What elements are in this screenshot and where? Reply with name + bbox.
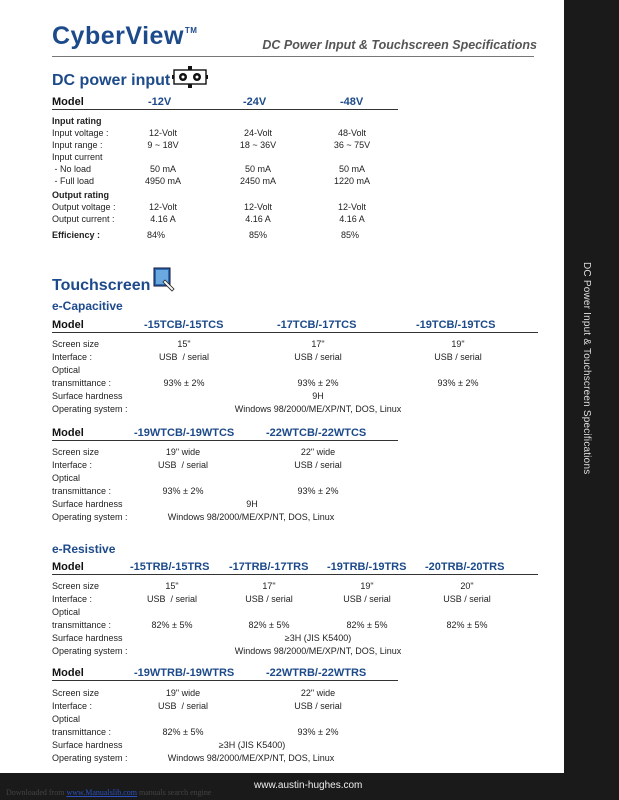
cap1-model-15: -15TCB/-15TCS bbox=[144, 319, 224, 331]
cap2-transmittance-22w: 93% ± 2% bbox=[297, 486, 339, 496]
cap2-screen-22w: 22" wide bbox=[300, 447, 336, 457]
input-voltage-label: Input voltage : bbox=[52, 128, 109, 138]
res2-transmittance-label: transmittance : bbox=[52, 727, 112, 737]
cap1-os-label: Operating system : bbox=[52, 404, 128, 414]
output-current-12v: 4.16 A bbox=[150, 214, 176, 224]
output-rating-label: Output rating bbox=[52, 190, 109, 200]
cap2-model-19w: -19WTCB/-19WTCS bbox=[134, 427, 235, 439]
res2-model-22w: -22WTRB/-22WTRS bbox=[266, 667, 367, 679]
cap2-transmittance-19w: 93% ± 2% bbox=[162, 486, 204, 496]
dc-model-48v: -48V bbox=[340, 96, 364, 108]
logo-cyber: Cyber bbox=[52, 22, 126, 50]
manualslib-link[interactable]: www.Manualslib.com bbox=[66, 788, 138, 797]
cap2-screen-label: Screen size bbox=[52, 447, 100, 457]
res1-interface-label: Interface : bbox=[52, 594, 93, 604]
full-load-48v: 1220 mA bbox=[333, 176, 371, 186]
input-range-24v: 18 ~ 36V bbox=[239, 140, 277, 150]
sidebar-title: DC Power Input & Touchscreen Specifications bbox=[581, 262, 592, 475]
input-voltage-24v: 24-Volt bbox=[243, 128, 273, 138]
res2-screen-19w: 19" wide bbox=[165, 688, 201, 698]
res1-model-17: -17TRB/-17TRS bbox=[229, 561, 309, 573]
res2-hardness-value: ≥3H (JIS K5400) bbox=[218, 740, 286, 750]
res2-interface-22w: USB / serial bbox=[294, 701, 342, 711]
input-rating-label: Input rating bbox=[52, 116, 102, 126]
cap1-screen-15: 15" bbox=[177, 339, 191, 349]
res2-hardness-label: Surface hardness bbox=[52, 740, 123, 750]
cap1-interface-17: USB / serial bbox=[294, 352, 342, 362]
cap2-optical-label: Optical bbox=[52, 473, 81, 483]
logo bbox=[52, 22, 196, 51]
cap2-os-label: Operating system : bbox=[52, 512, 128, 522]
dc-connector-icon bbox=[172, 66, 208, 88]
res1-interface-17: USB / serial bbox=[245, 594, 293, 604]
res1-model-rule bbox=[52, 574, 538, 575]
res2-model-19w: -19WTRB/-19WTRS bbox=[134, 667, 235, 679]
res2-screen-22w: 22" wide bbox=[300, 688, 336, 698]
efficiency-label: Efficiency : bbox=[52, 230, 101, 240]
cap1-optical-label: Optical bbox=[52, 365, 81, 375]
cap1-transmittance-15: 93% ± 2% bbox=[163, 378, 205, 388]
res1-interface-19: USB / serial bbox=[343, 594, 391, 604]
dc-model-label: Model bbox=[52, 96, 84, 108]
cap1-model-rule bbox=[52, 332, 538, 333]
cap2-os-value: Windows 98/2000/ME/XP/NT, DOS, Linux bbox=[167, 512, 335, 522]
res2-interface-19w: USB / serial bbox=[157, 701, 209, 711]
cap1-os-value: Windows 98/2000/ME/XP/NT, DOS, Linux bbox=[234, 404, 402, 414]
res1-transmittance-15: 82% ± 5% bbox=[151, 620, 193, 630]
res1-optical-label: Optical bbox=[52, 607, 81, 617]
cap1-screen-label: Screen size bbox=[52, 339, 100, 349]
capacitive-subtitle: e-Capacitive bbox=[52, 299, 123, 313]
touchscreen-icon bbox=[152, 266, 176, 292]
cap1-model-17: -17TCB/-17TCS bbox=[277, 319, 357, 331]
res1-interface-20: USB / serial bbox=[443, 594, 491, 604]
efficiency-24v: 85% bbox=[248, 230, 268, 240]
header-divider bbox=[52, 56, 534, 57]
no-load-12v: 50 mA bbox=[149, 164, 177, 174]
res1-transmittance-label: transmittance : bbox=[52, 620, 112, 630]
res2-optical-label: Optical bbox=[52, 714, 81, 724]
res1-screen-17: 17" bbox=[262, 581, 276, 591]
res2-os-label: Operating system : bbox=[52, 753, 128, 763]
download-suffix: manuals search engine bbox=[139, 788, 212, 797]
res1-model-20: -20TRB/-20TRS bbox=[425, 561, 505, 573]
input-voltage-48v: 48-Volt bbox=[337, 128, 367, 138]
output-voltage-24v: 12-Volt bbox=[243, 202, 273, 212]
cap1-transmittance-label: transmittance : bbox=[52, 378, 112, 388]
cap1-interface-15: USB / serial bbox=[158, 352, 210, 362]
output-voltage-48v: 12-Volt bbox=[337, 202, 367, 212]
res2-transmittance-19w: 82% ± 5% bbox=[162, 727, 204, 737]
res1-screen-20: 20" bbox=[460, 581, 474, 591]
output-current-48v: 4.16 A bbox=[339, 214, 365, 224]
no-load-label: - No load bbox=[52, 164, 92, 174]
res2-transmittance-22w: 93% ± 2% bbox=[297, 727, 339, 737]
input-range-12v: 9 ~ 18V bbox=[147, 140, 179, 150]
full-load-label: - Full load bbox=[52, 176, 95, 186]
output-current-24v: 4.16 A bbox=[245, 214, 271, 224]
dc-model-12v: -12V bbox=[148, 96, 172, 108]
res1-screen-label: Screen size bbox=[52, 581, 100, 591]
cap2-interface-label: Interface : bbox=[52, 460, 93, 470]
res2-model-label: Model bbox=[52, 667, 84, 679]
cap1-hardness-label: Surface hardness bbox=[52, 391, 123, 401]
res2-interface-label: Interface : bbox=[52, 701, 93, 711]
res2-screen-label: Screen size bbox=[52, 688, 100, 698]
input-range-48v: 36 ~ 75V bbox=[333, 140, 371, 150]
res1-screen-15: 15" bbox=[165, 581, 179, 591]
res1-interface-15: USB / serial bbox=[146, 594, 198, 604]
input-current-label: Input current bbox=[52, 152, 103, 162]
cap2-hardness-label: Surface hardness bbox=[52, 499, 123, 509]
cap2-transmittance-label: transmittance : bbox=[52, 486, 112, 496]
cap1-interface-label: Interface : bbox=[52, 352, 93, 362]
res1-model-15: -15TRB/-15TRS bbox=[130, 561, 210, 573]
res2-model-rule bbox=[52, 680, 398, 681]
cap2-hardness-value: 9H bbox=[246, 499, 258, 509]
cap1-model-19: -19TCB/-19TCS bbox=[416, 319, 496, 331]
footer-website[interactable]: www.austin-hughes.com bbox=[254, 780, 363, 791]
cap1-transmittance-17: 93% ± 2% bbox=[297, 378, 339, 388]
dc-model-24v: -24V bbox=[243, 96, 267, 108]
page-header-title: DC Power Input & Touchscreen Specifications bbox=[262, 38, 537, 52]
res1-hardness-value: ≥3H (JIS K5400) bbox=[284, 633, 352, 643]
res1-model-19: -19TRB/-19TRS bbox=[327, 561, 407, 573]
no-load-48v: 50 mA bbox=[338, 164, 366, 174]
full-load-24v: 2450 mA bbox=[239, 176, 277, 186]
res1-screen-19: 19" bbox=[360, 581, 374, 591]
efficiency-12v: 84% bbox=[146, 230, 166, 240]
cap2-model-22w: -22WTCB/-22WTCS bbox=[266, 427, 367, 439]
output-current-label: Output current : bbox=[52, 214, 115, 224]
output-voltage-12v: 12-Volt bbox=[148, 202, 178, 212]
input-voltage-12v: 12-Volt bbox=[148, 128, 178, 138]
cap2-screen-19w: 19" wide bbox=[165, 447, 201, 457]
download-prefix: Downloaded from bbox=[6, 788, 65, 797]
dc-section-title: DC power input bbox=[52, 72, 171, 89]
cap2-interface-22w: USB / serial bbox=[294, 460, 342, 470]
download-note bbox=[6, 788, 211, 797]
input-range-label: Input range : bbox=[52, 140, 103, 150]
res1-os-value: Windows 98/2000/ME/XP/NT, DOS, Linux bbox=[234, 646, 402, 656]
efficiency-48v: 85% bbox=[340, 230, 360, 240]
cap1-hardness-value: 9H bbox=[312, 391, 324, 401]
cap1-screen-19: 19" bbox=[451, 339, 465, 349]
resistive-subtitle: e-Resistive bbox=[52, 542, 116, 556]
res1-transmittance-17: 82% ± 5% bbox=[248, 620, 290, 630]
cap1-screen-17: 17" bbox=[311, 339, 325, 349]
res1-model-label: Model bbox=[52, 561, 84, 573]
full-load-12v: 4950 mA bbox=[144, 176, 182, 186]
cap2-interface-19w: USB / serial bbox=[157, 460, 209, 470]
cap2-model-label: Model bbox=[52, 427, 84, 439]
cap1-transmittance-19: 93% ± 2% bbox=[437, 378, 479, 388]
res1-hardness-label: Surface hardness bbox=[52, 633, 123, 643]
res1-transmittance-19: 82% ± 5% bbox=[346, 620, 388, 630]
cap1-model-label: Model bbox=[52, 319, 84, 331]
dc-model-rule bbox=[52, 109, 398, 110]
touchscreen-section-title: Touchscreen bbox=[52, 277, 151, 294]
logo-view: View bbox=[125, 22, 184, 50]
cap1-interface-19: USB / serial bbox=[434, 352, 482, 362]
output-voltage-label: Output voltage : bbox=[52, 202, 116, 212]
cap2-model-rule bbox=[52, 440, 398, 441]
res1-os-label: Operating system : bbox=[52, 646, 128, 656]
res1-transmittance-20: 82% ± 5% bbox=[446, 620, 488, 630]
res2-os-value: Windows 98/2000/ME/XP/NT, DOS, Linux bbox=[167, 753, 335, 763]
logo-trademark: TM bbox=[184, 26, 198, 35]
no-load-24v: 50 mA bbox=[244, 164, 272, 174]
